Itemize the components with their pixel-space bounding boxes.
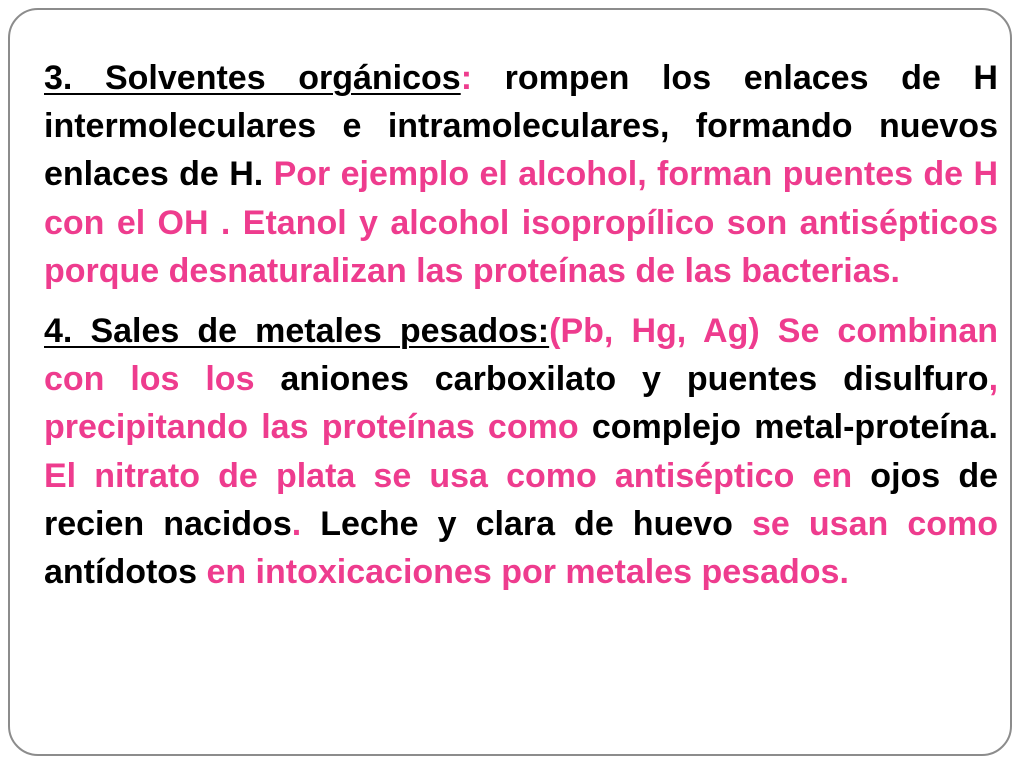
text-segment: , precipitando las proteínas como [44, 360, 999, 447]
text-segment: aniones carboxilato y puentes disulfuro [254, 360, 989, 399]
slide-content [44, 54, 998, 596]
text-segment: Leche y clara de huevo [301, 504, 752, 543]
text-segment: . [291, 504, 302, 543]
paragraph-organic-solvents [44, 54, 998, 295]
text-segment: antídotos [44, 553, 207, 592]
text-segment: rompen los enlaces de H intermoleculares e intramoleculares, formando nuevos enlaces de H. [44, 59, 998, 194]
heading-heavy-metal-salts: 4. Sales de metales pesados: [44, 312, 550, 351]
paragraph-heavy-metal-salts [44, 307, 998, 596]
text-segment: Por ejemplo el alcohol, forman puentes de H con el OH . Etanol y alcohol isopropílico son antisépticos porque desnaturalizan las proteínas de las bacterias. [44, 155, 999, 290]
slide-frame [8, 8, 1012, 756]
text-segment: (Pb, Hg, Ag) Se combinan con los los [44, 312, 999, 399]
text-segment: ojos de recien nacidos [44, 456, 998, 543]
text-segment: complejo metal-proteína. [578, 408, 998, 447]
text-segment: El nitrato de plata se usa como antiséptico en [44, 456, 853, 495]
heading-organic-solvents: 3. Solventes orgánicos [44, 59, 461, 97]
text-segment: en intoxicaciones por metales pesados. [206, 553, 849, 592]
text-segment: se usan como [752, 504, 998, 543]
text-segment: : [460, 59, 473, 97]
